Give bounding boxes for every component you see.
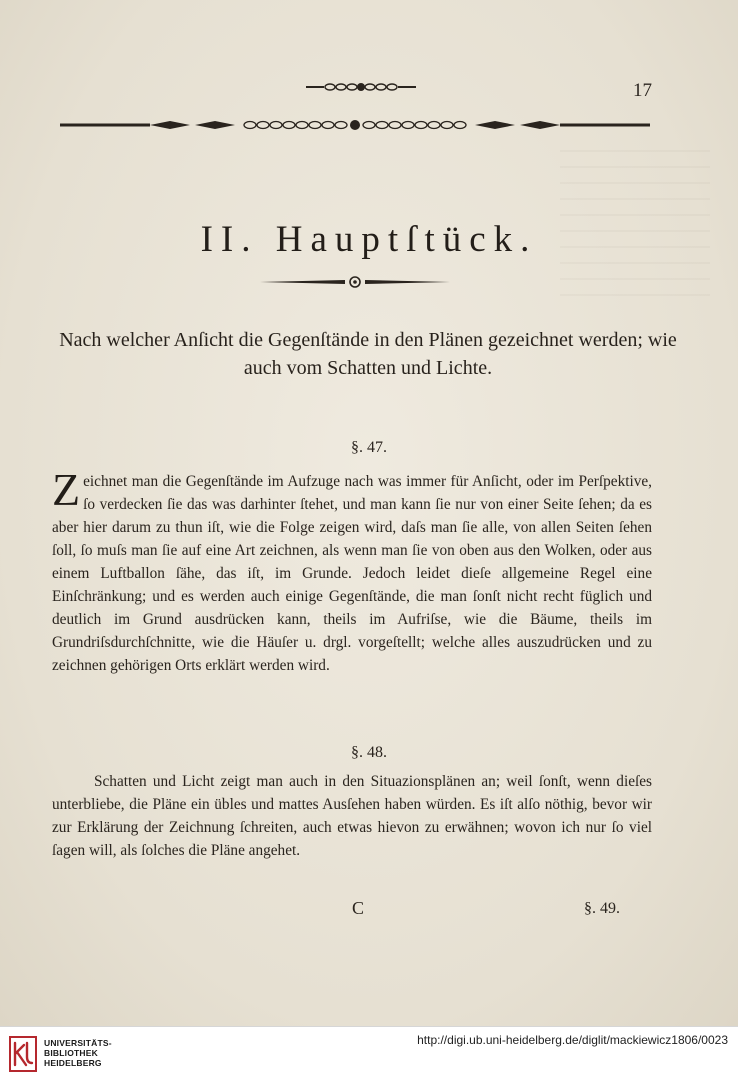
page-number: 17	[633, 80, 652, 101]
catchword: §. 49.	[584, 900, 620, 917]
heading-divider-icon	[260, 275, 450, 289]
chapter-subtitle: Nach welcher Anſicht die Gegenſtände in den Plänen gezeichnet werden; wie auch vom Schatten und Lichte.	[59, 329, 677, 379]
viewer-footer	[0, 1026, 738, 1081]
paragraph-section-48	[52, 770, 652, 862]
library-name-line-3: HEIDELBERG	[44, 1058, 102, 1068]
university-library-logo-icon[interactable]	[8, 1035, 38, 1073]
decorative-rule-icon	[60, 118, 650, 132]
permalink-url[interactable]: http://digi.ub.uni-heidelberg.de/diglit/mackiewicz1806/0023	[417, 1033, 728, 1047]
chapter-heading: II. Hauptſtück.	[200, 219, 538, 260]
section-mark-47: §. 47.	[351, 439, 387, 456]
paragraph-text: eichnet man die Gegenſtände im Aufzuge nach was immer für Anſicht, oder im Perſpektive, ſo verdecken ſie das was darhinter ſtehet, und man kann ſie nur von einer Seite ſehen; da es aber hier darum zu thun iſt, wie die Folge zeigen wird, daſs man ſie alle, von allen Seiten ſehen ſoll, ſo muſs man ſie auf eine Art zeichnen, als wenn man ſie von oben aus den Wolken, oder aus einem Luftballon ſähe, das iſt, im Grunde. Jedoch leidet dieſe allgemeine Regel eine Einſchränkung; und es werden auch einige Gegenſtände, die man ſonſt nicht recht füglich und deutlich im Grund ausdrücken kann, theils im Aufriſse, wie die Bäume, theils im Grundriſsdurchſchnitte, wie die Häuſer u. drgl. vorgeſtellt; welche alles auszudrücken und zu zeichnen gehörigen Orts erklärt werden wird.	[52, 473, 652, 674]
section-mark-48: §. 48.	[351, 744, 387, 761]
paragraph-text: Schatten und Licht zeigt man auch in den Situazionsplänen an; weil ſonſt, wenn dieſes unterbliebe, die Pläne ein übles und mattes Ausſehen haben würden. Es iſt alſo nöthig, bevor wir zur Erklärung der Zeichnung ſchreiten, auch etwas hievon zu erwähnen; wovon ich nur ſo viel ſagen will, als ſolches die Pläne angehet.	[52, 773, 652, 859]
top-small-ornament-icon	[306, 80, 416, 94]
library-name-line-1: UNIVERSITÄTS-	[44, 1038, 112, 1048]
library-name	[44, 1038, 112, 1068]
signature-mark: C	[352, 898, 365, 918]
paragraph-section-47	[52, 464, 652, 677]
drop-cap: Z	[52, 464, 81, 515]
library-name-line-2: BIBLIOTHEK	[44, 1048, 98, 1058]
